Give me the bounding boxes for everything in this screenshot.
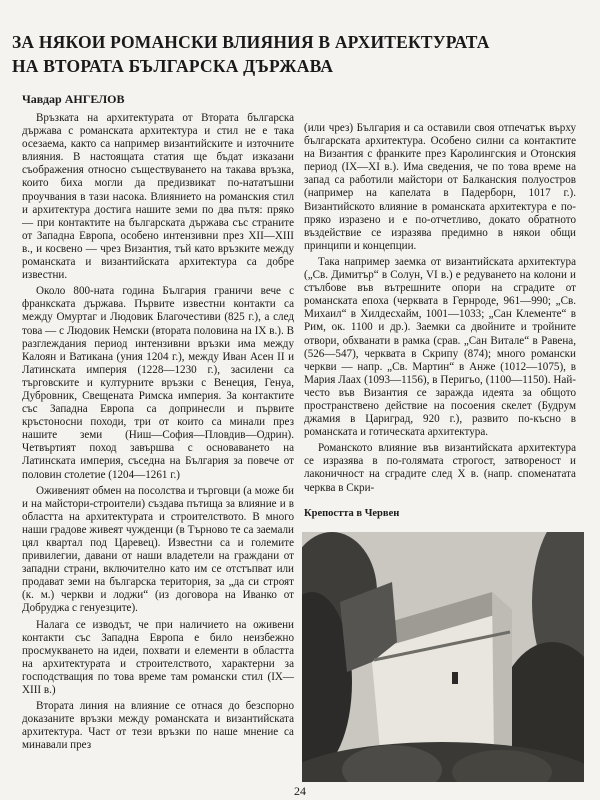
paragraph: Оживеният обмен на посолства и търговци (а може би и на майстори-строители) създава пътища за влияние и в областта на архитектурата и строителството. В много наши градове живеят чужденци (в Търново те са заемали цял квартал под Царевец). Известни са и големите привилегии, давани от наши владетели на граждани от западни страни, включително като им се отстъпват или продават земи на българска територия, за „да си строят (к. м.) черкви и лоджи“ (из договора на Иванко от Добруджа с генуезците). bbox=[22, 484, 294, 615]
title-line-2: НА ВТОРАТА БЪЛГАРСКА ДЪРЖАВА bbox=[12, 56, 334, 76]
paragraph: Романското влияние във византийската архитектура се изразява в по-голямата строгост, затвореност и лаконичност на сградите след X в. (напр. споменатата черква в Скри- bbox=[304, 442, 576, 494]
paragraph: Връзката на архитектурата от Втората българска държава с романската архитектура и стил не е така осезаема, както са например византийските и източните влияния. В настоящата статия ще бъдат изказани съображения относно съществуването на такава връзка, които биха могли да предизвикат по-нататъшни проучвания в тази насока. Влиянието на романския стил и архитектура достига нашите земи по два пътя: пряко — при контактите на българската държава със страните от Западна Европа, особено интензивни през XII—XIII в., и косвено — чрез Византия, тъй като връзките между романската и византийската архитектура са добре известни. bbox=[22, 112, 294, 282]
fortress-illustration bbox=[302, 532, 584, 782]
paragraph: Така например заемка от византийската архитектура („Св. Димитър“ в Солун, VI в.) е редуването на колони и стълбове във вътрешните опори на сградите от романската епоха (черквата в Гернроде, 961—990; „Св. Михаил“ в Хилдесхайм, 1001—1033; „Сан Клементе“ в Рим, ок. 1100 и др.). Заемки са двойните и тройните отвори, обхванати в рамка (срав. „Сан Витале“ в Равена, (526—547), черквата в Скрипу (874); много романски черкви — напр. „Св. Мартин“ в Анже (1012—1075), в Мария Лаах (1093—1156), в Перигьо, (1100—1150). Най-често във Византия се заражда идеята за общото пространствено действие на посоения скелет (Будрум джамия в Цариград, 920 г.), развито по-късно в романската и готическата архитектура. bbox=[304, 255, 576, 439]
title-line-1: ЗА НЯКОИ РОМАНСКИ ВЛИЯНИЯ В АРХИТЕКТУРАТА bbox=[12, 32, 490, 52]
paragraph: (или чрез) България и са оставили своя отпечатък върху българската архитектура. Особено силни са контактите на Византия с франките през Каролингския и Отонския период (IX—XI в.). Има сведения, че по това време на запад са работили майстори от Балканския полуостров (например на капелата в Падерборн, 1017 г.). Византийското влияние в романската архитектура е по-пряко изразено и е по-отчетливо, докато обратното въздействие се изразява предимно в някои общи принципи и концепции. bbox=[304, 122, 576, 252]
article-title bbox=[12, 30, 592, 78]
paragraph: Налага се изводът, че при наличието на оживени контакти със Западна Европа е било неизбежно просмукването на идеи, похвати и елементи в областта на архитектурата и строителството, характерни за господстващия по това време там романски стил (IX—XIII в.) bbox=[22, 618, 294, 697]
left-column bbox=[22, 112, 294, 756]
paragraph: Около 800-ната година България граничи вече с франкската държава. Първите известни контакти са между Омуртаг и Людовик Благочестиви (825 г.), а след това — с Людовик Немски (втората половина на IX в.). В разглеждания период интензивни връзки има между Калоян и Ватикана (уния 1204 г.), между Иван Асен II и Латинската империя (1228—1230 г.), засилени са търговските и културните връзки с Венеция, Генуа, Дубровник, Свещената Римска империя. За контактите със Западна Европа са допринесли и първите кръстоносни походи, три от които са минали през нашите земи (Ниш—София—Пловдив—Одрин). Четвъртият поход завършва с основаването на Латинската империя, съседна на България за повече от половин столетие (1204—1261 г.) bbox=[22, 285, 294, 481]
paragraph: Втората линия на влияние се отнася до безспорно доказаните връзки между романската и византийската архитектура. Част от тези връзки по наше мнение са минавали през bbox=[22, 700, 294, 752]
photo-caption: Крепостта в Червен bbox=[304, 508, 400, 519]
right-column bbox=[304, 122, 576, 498]
page-number: 24 bbox=[294, 784, 306, 798]
fortress-photo bbox=[302, 532, 584, 782]
author-name: Чавдар АНГЕЛОВ bbox=[22, 92, 125, 106]
